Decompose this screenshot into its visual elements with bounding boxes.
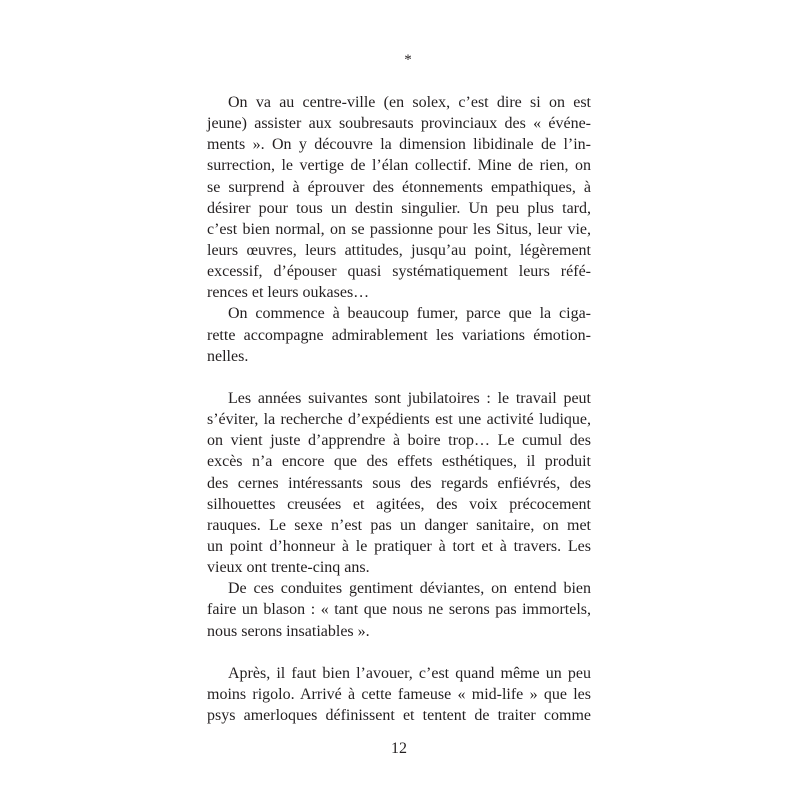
- paragraph: [207, 663, 591, 726]
- text-line: excessif, d’épouser quasi systématiquement leurs réfé-: [207, 263, 591, 281]
- page-number: 12: [391, 740, 407, 757]
- text-line: des cernes intéressants sous des regards enfiévrés, des: [207, 474, 591, 492]
- body-text: [207, 92, 591, 726]
- text-line: s’éviter, la recherche d’expédients est une activité ludique,: [207, 411, 591, 429]
- text-line: c’est bien normal, on se passionne pour les Situs, leur vie,: [207, 220, 591, 238]
- paragraph: [207, 388, 591, 578]
- text-line: silhouettes creusées et agitées, des voix précocement: [207, 495, 591, 513]
- text-line: rauques. Le sexe n’est pas un danger sanitaire, on met: [207, 516, 591, 534]
- text-line: On va au centre-ville (en solex, c’est dire si on est: [228, 94, 591, 111]
- text-line: moins rigolo. Arrivé à cette fameuse « mid-life » que les: [207, 685, 591, 703]
- text-line: on vient juste d’apprendre à boire trop… Le cumul des: [207, 432, 591, 450]
- text-line: rette accompagne admirablement les variations émotion-: [207, 326, 591, 344]
- text-line: excès n’a encore que des effets esthétiques, il produit: [207, 453, 591, 471]
- text-line: leurs œuvres, leurs attitudes, jusqu’au point, légèrement: [207, 241, 591, 259]
- section-break-marker: *: [404, 52, 412, 68]
- text-line: faire un blason : « tant que nous ne serons pas immortels,: [207, 601, 591, 619]
- text-line: désirer pour tous un destin singulier. Un peu plus tard,: [207, 199, 591, 217]
- text-line: nelles.: [207, 347, 249, 365]
- text-line: ments ». On y découvre la dimension libidinale de l’in-: [207, 136, 591, 154]
- text-line: un point d’honneur à le pratiquer à tort et à travers. Les: [207, 537, 591, 555]
- text-line: rences et leurs oukases…: [207, 284, 370, 302]
- text-line: surrection, le vertige de l’élan collectif. Mine de rien, on: [207, 157, 591, 175]
- paragraph: [207, 303, 591, 366]
- text-line: vieux ont trente-cinq ans.: [207, 559, 370, 577]
- paragraph-gap: [207, 642, 591, 663]
- paragraph: [207, 578, 591, 641]
- paragraph: [207, 92, 591, 303]
- text-line: On commence à beaucoup fumer, parce que la ciga-: [228, 305, 591, 323]
- text-line: nous serons insatiables ».: [207, 622, 370, 640]
- text-line: se surprend à éprouver des étonnements empathiques, à: [207, 178, 591, 196]
- text-line: jeune) assister aux soubresauts provinciaux des « événe-: [207, 115, 591, 133]
- paragraph-gap: [207, 367, 591, 388]
- text-line: De ces conduites gentiment déviantes, on entend bien: [228, 580, 591, 598]
- text-line: psys amerloques définissent et tentent de traiter comme: [207, 707, 591, 725]
- text-line: Après, il faut bien l’avouer, c’est quand même un peu: [228, 664, 591, 682]
- text-line: Les années suivantes sont jubilatoires : le travail peut: [228, 389, 591, 407]
